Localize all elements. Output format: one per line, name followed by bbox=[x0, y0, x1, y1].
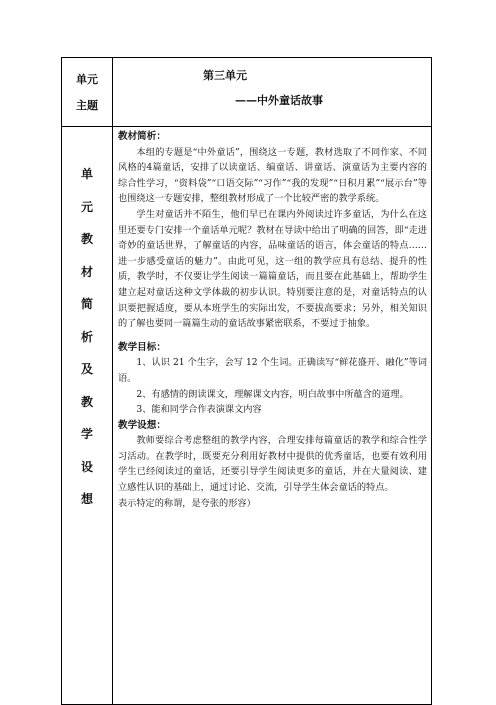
lesson-plan-table bbox=[61, 57, 432, 705]
goal-item-3: 3、能和同学合作表演课文内容 bbox=[136, 404, 262, 416]
unit-subtitle: ——中外童话故事 bbox=[235, 94, 323, 107]
design-paragraph-1: 教师要综合考虑整组的教学内容，合理安排每篇童话的教学和综合性学习活动。在教学时，既要充分利用好教材中提供的优秀童话，也要有效利用学生已经阅读过的童话，还要引导学生阅读更多的童话，并在大量阅读、建立感性认识的基础上，通过讨论、交流，引导学生体会童话的特点。 bbox=[118, 435, 427, 494]
side-label-char: 材 bbox=[80, 264, 93, 279]
analysis-heading: 教材简析： bbox=[118, 131, 166, 142]
goal-item-2: 2、有感情的朗读课文，理解课文内容，明白故事中所蕴含的道理。 bbox=[136, 388, 409, 400]
side-label-analysis-and-design bbox=[62, 158, 112, 516]
side-label-char: 设 bbox=[80, 459, 93, 474]
side-label-char: 元 bbox=[80, 199, 93, 214]
content-cell bbox=[118, 129, 427, 511]
column-divider bbox=[112, 58, 113, 704]
unit-title: 第三单元 bbox=[203, 69, 247, 82]
trailing-note: 表示特定的称谓，是夸张的形容） bbox=[118, 497, 256, 509]
side-label-char: 及 bbox=[80, 362, 93, 376]
goal-item-1: 1、认识 21 个生字，会写 12 个生词。正确读写“鲜花盛开、融化”等词语。 bbox=[118, 357, 427, 384]
row-header-line2: 主题 bbox=[76, 99, 98, 112]
side-label-char: 单 bbox=[80, 167, 93, 181]
analysis-paragraph-2: 学生对童话并不陌生，他们早已在课内外阅读过许多童话，为什么在这里还要专门安排一个童话单元呢？教材在导读中给出了明确的回答，即“走进奇妙的童话世界，了解童话的内容，品味童话的语言，体会童话的特点……进一步感受童话的魅力”。由此可见，这一组的教学应具有总结、提升的性质，教学时，不仅要让学生阅读一篇篇童话，而且要在此基础上，帮助学生建立起对童话这种文学体裁的初步认识。特别要注意的是，对童话特点的认识要把握适度，要从本班学生的实际出发，不要拔高要求；另外，相关知识的了解也要同一篇篇生动的童话故事紧密联系，不要过于抽象。 bbox=[118, 208, 427, 330]
side-label-char: 教 bbox=[80, 232, 93, 246]
side-label-char: 教 bbox=[80, 394, 93, 409]
analysis-paragraph-1: 本组的专题是“中外童话”，围绕这一专题，教材选取了不同作家、不同风格的4篇童话，安排了以读童话、编童话、讲童话、演童话为主要内容的综合性学习，“资料袋”“口语交际”“习作”“我的发现”“日积月累”“展示台”等也围绕这一专题安排，整组教材形成了一个比较严密的教学系统。 bbox=[118, 146, 427, 205]
side-label-char: 析 bbox=[80, 329, 93, 344]
side-label-char: 想 bbox=[80, 492, 93, 506]
side-label-char: 学 bbox=[80, 427, 93, 441]
side-label-char: 简 bbox=[80, 297, 93, 311]
row-divider bbox=[62, 126, 431, 127]
row-header-unit-theme bbox=[62, 58, 112, 126]
goals-heading: 教学目标： bbox=[118, 341, 166, 353]
design-heading: 教学设想： bbox=[118, 419, 166, 431]
row-header-line1: 单元 bbox=[76, 73, 98, 86]
